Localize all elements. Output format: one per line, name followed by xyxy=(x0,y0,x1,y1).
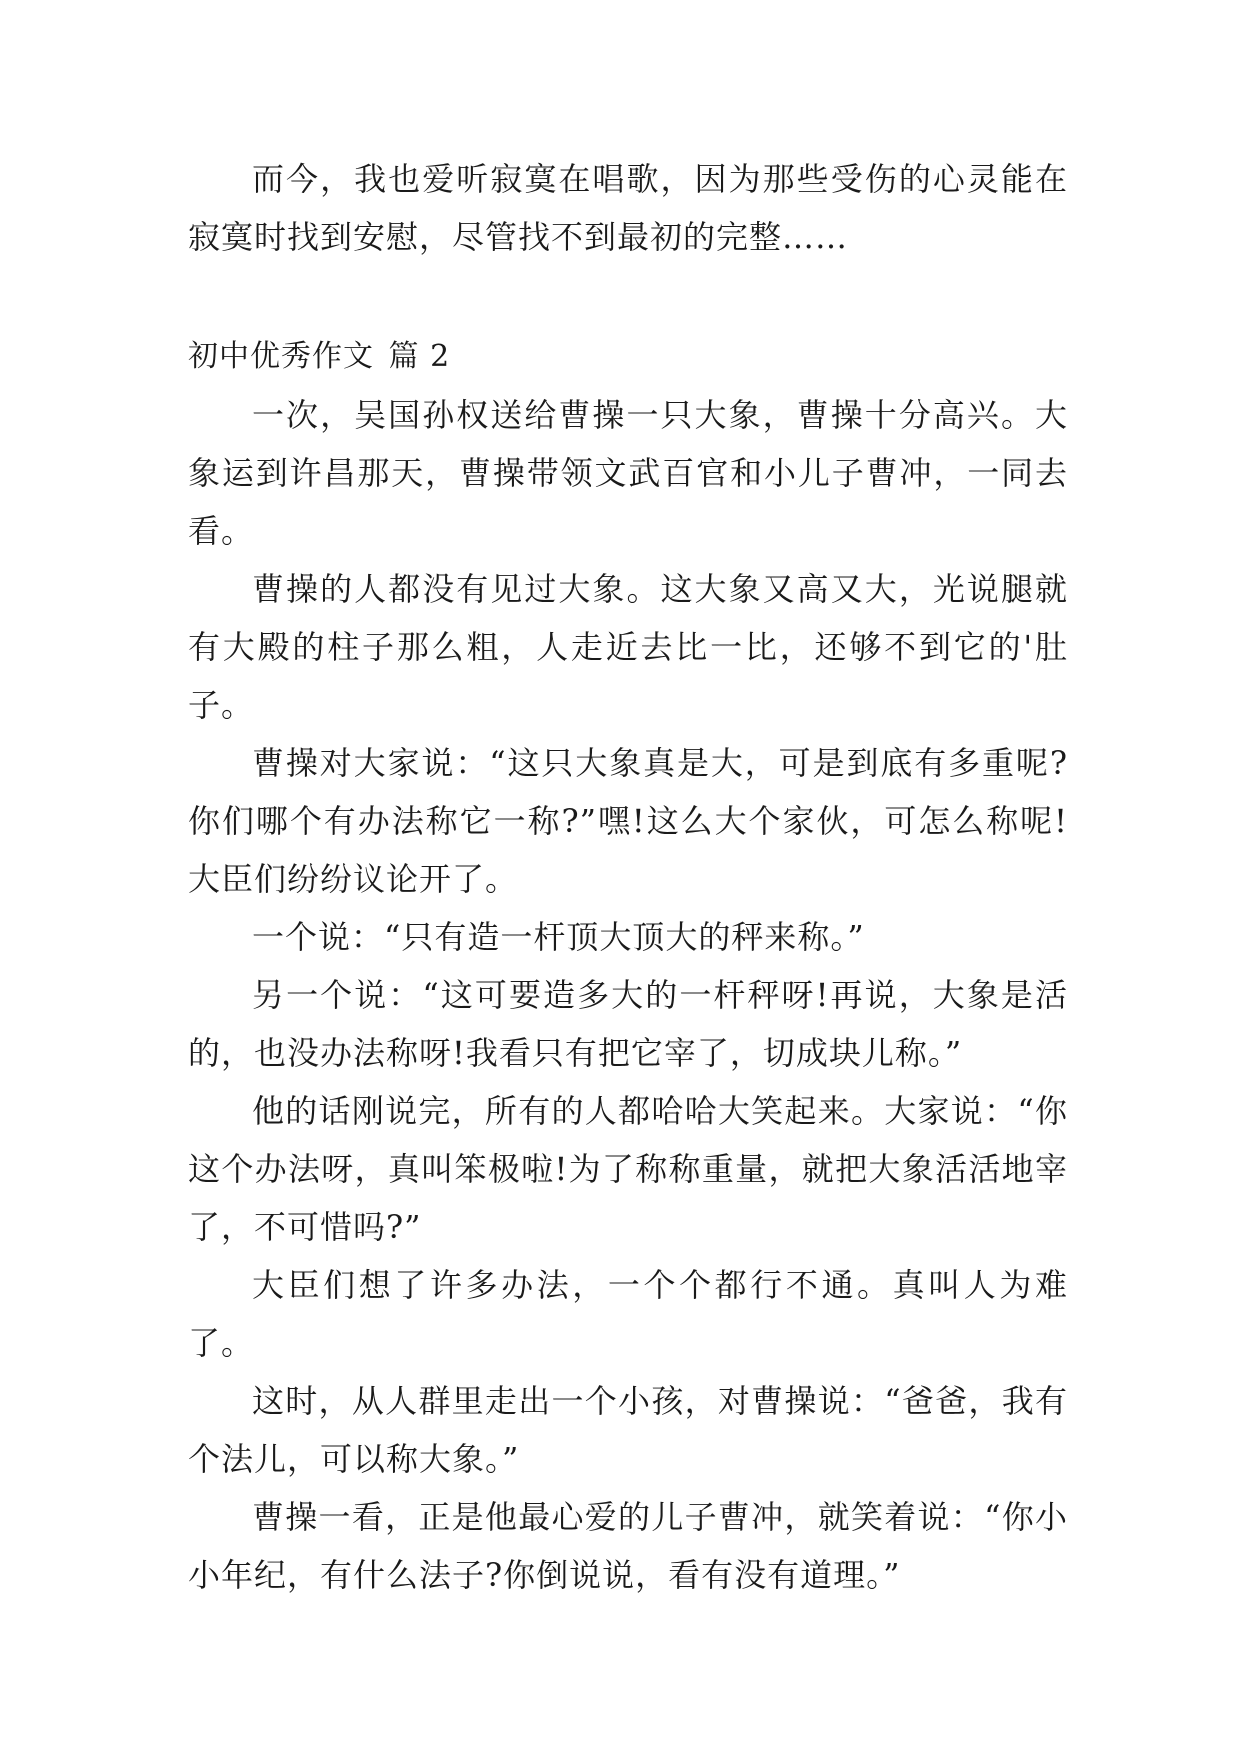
paragraph: 曹操的人都没有见过大象。这大象又高又大，光说腿就有大殿的柱子那么粗，人走近去比一比，还够不到它的'肚子。 xyxy=(188,570,1068,724)
paragraph: 曹操一看，正是他最心爱的儿子曹冲，就笑着说：“你小小年纪，有什么法子?你倒说说，看有没有道理。” xyxy=(188,1498,1068,1594)
paragraph: 而今，我也爱听寂寞在唱歌，因为那些受伤的心灵能在寂寞时找到安慰，尽管找不到最初的完整…… xyxy=(188,160,1068,256)
section-title: 初中优秀作文 xyxy=(188,339,374,374)
section-heading xyxy=(188,328,1068,386)
paragraph: 一次，吴国孙权送给曹操一只大象，曹操十分高兴。大象运到许昌那天，曹操带领文武百官和小儿子曹冲，一同去看。 xyxy=(188,396,1068,550)
paragraph: 这时，从人群里走出一个小孩，对曹操说：“爸爸，我有个法儿，可以称大象。” xyxy=(188,1382,1068,1478)
section-number: 篇 2 xyxy=(388,339,451,374)
paragraph: 一个说：“只有造一杆顶大顶大的秤来称。” xyxy=(252,918,865,956)
paragraph: 大臣们想了许多办法，一个个都行不通。真叫人为难了。 xyxy=(188,1266,1068,1362)
paragraph: 另一个说：“这可要造多大的一杆秤呀!再说，大象是活的，也没办法称呀!我看只有把它宰了，切成块儿称。” xyxy=(188,976,1068,1072)
section-gap xyxy=(188,266,1068,328)
document-page xyxy=(188,150,1068,1604)
paragraph: 曹操对大家说：“这只大象真是大，可是到底有多重呢?你们哪个有办法称它一称?”嘿!这么大个家伙，可怎么称呢!大臣们纷纷议论开了。 xyxy=(188,744,1068,898)
paragraph: 他的话刚说完，所有的人都哈哈大笑起来。大家说：“你这个办法呀，真叫笨极啦!为了称称重量，就把大象活活地宰了，不可惜吗?” xyxy=(188,1092,1068,1246)
